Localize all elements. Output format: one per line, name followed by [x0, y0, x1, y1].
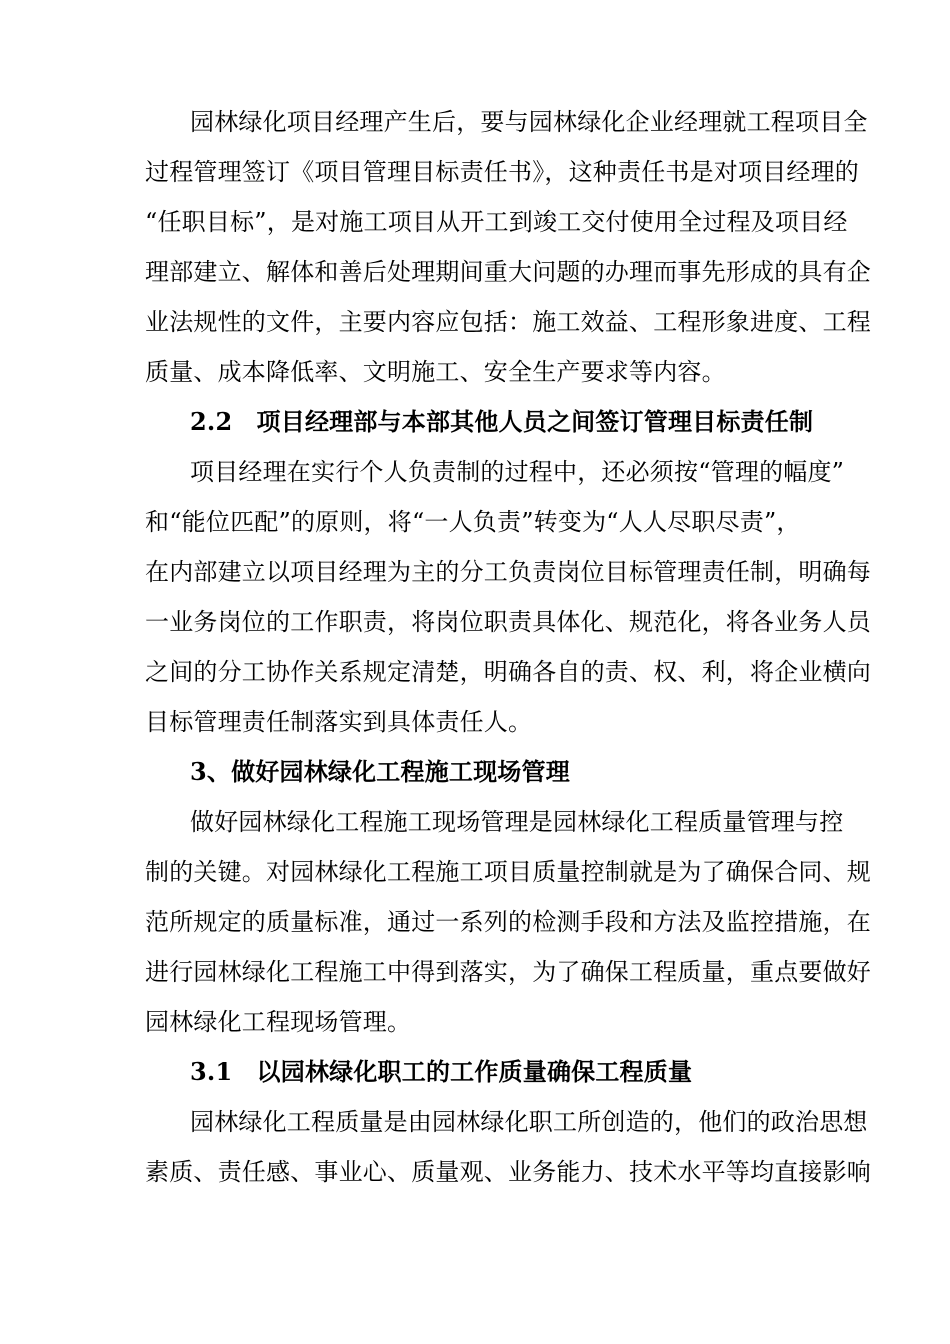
paragraph-line: 质量、成本降低率、文明施工、安全生产要求等内容。 [145, 358, 726, 386]
paragraph-line: 和“能位匹配”的原则，将“一人负责”转变为“人人尽职尽责”， [145, 508, 801, 536]
paragraph-line: 园林绿化工程现场管理。 [145, 1008, 412, 1036]
paragraph-line: 制的关键。对园林绿化工程施工项目质量控制就是为了确保合同、规 [145, 858, 871, 886]
paragraph-line: 过程管理签订《项目管理目标责任书》，这种责任书是对项目经理的 [145, 158, 859, 186]
paragraph-line: 做好园林绿化工程施工现场管理是园林绿化工程质量管理与控 [190, 808, 844, 836]
paragraph-line: 进行园林绿化工程施工中得到落实，为了确保工程质量，重点要做好 [145, 958, 871, 986]
paragraph-line: 在内部建立以项目经理为主的分工负责岗位目标管理责任制，明确每 [145, 558, 871, 586]
paragraph-line: 素质、责任感、事业心、质量观、业务能力、技术水平等均直接影响 [145, 1158, 871, 1186]
section-heading-2-2: 2.2 项目经理部与本部其他人员之间签订管理目标责任制 [190, 407, 814, 436]
paragraph-line: “任职目标”，是对施工项目从开工到竣工交付使用全过程及项目经 [145, 208, 848, 236]
paragraph-line: 一业务岗位的工作职责，将岗位职责具体化、规范化，将各业务人员 [145, 608, 871, 636]
paragraph-line: 园林绿化项目经理产生后，要与园林绿化企业经理就工程项目全 [190, 108, 868, 136]
paragraph-line: 理部建立、解体和善后处理期间重大问题的办理而事先形成的具有企 [145, 258, 871, 286]
paragraph-line: 目标管理责任制落实到具体责任人。 [145, 708, 533, 736]
section-heading-3: 3、做好园林绿化工程施工现场管理 [190, 757, 570, 786]
paragraph-line: 园林绿化工程质量是由园林绿化职工所创造的，他们的政治思想 [190, 1108, 868, 1136]
paragraph-line: 项目经理在实行个人负责制的过程中，还必须按“管理的幅度” [190, 458, 845, 486]
section-heading-3-1: 3.1 以园林绿化职工的工作质量确保工程质量 [190, 1057, 693, 1086]
paragraph-line: 业法规性的文件，主要内容应包括：施工效益、工程形象进度、工程 [145, 308, 871, 336]
paragraph-line: 范所规定的质量标准，通过一系列的检测手段和方法及监控措施，在 [145, 908, 871, 936]
paragraph-line: 之间的分工协作关系规定清楚，明确各自的责、权、利，将企业横向 [145, 658, 871, 686]
